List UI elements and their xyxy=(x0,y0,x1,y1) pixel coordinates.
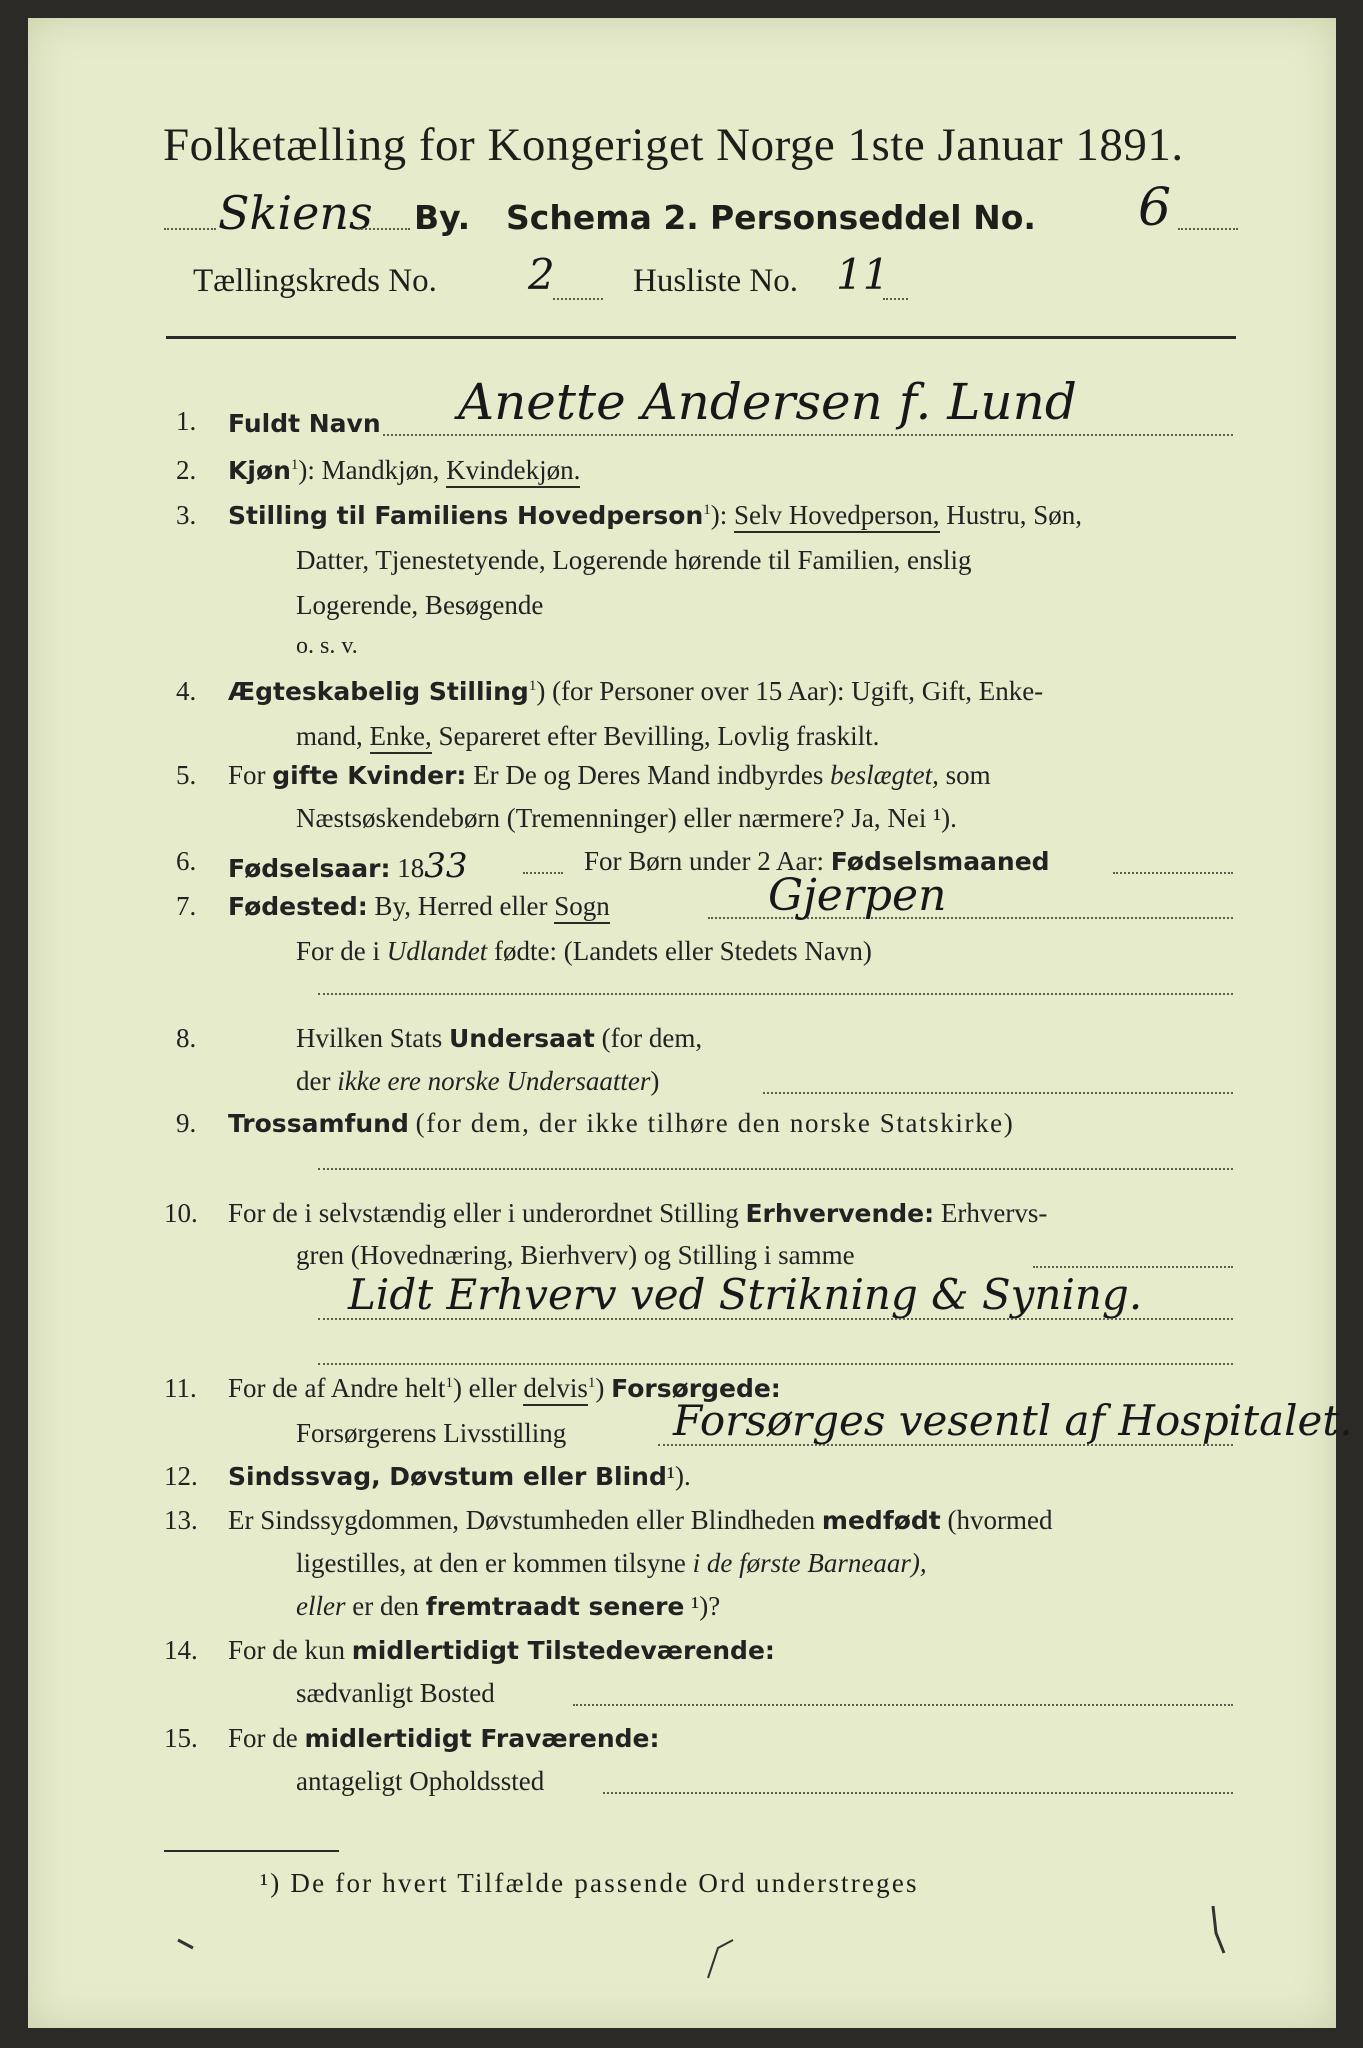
q1-answer: Anette Andersen f. Lund xyxy=(458,373,1077,431)
personseddel-number: 6 xyxy=(1138,178,1172,238)
q2-option-kvindekjon: Kvindekjøn. xyxy=(446,455,580,488)
q14-pre: For de kun xyxy=(228,1635,345,1665)
q7-option-sogn: Sogn xyxy=(554,891,610,924)
q7-number: 7. xyxy=(176,891,197,921)
q5-text: Er De og Deres Mand indbyrdes xyxy=(473,760,824,790)
q12-text: ¹). xyxy=(666,1461,691,1491)
q14-number: 14. xyxy=(164,1635,198,1665)
q4-option-enke: Enke, xyxy=(370,721,432,754)
q11-answer: Forsørges vesentl af Hospitalet. xyxy=(673,1396,1353,1445)
q11-label: Forsørgede: xyxy=(611,1374,781,1403)
q3-footnote-mark: 1 xyxy=(703,502,711,518)
q13-line-2-italic: i de første Barneaar), xyxy=(692,1548,927,1578)
q15-label: midlertidigt Fraværende: xyxy=(304,1724,660,1753)
q7-line-2-italic: Udlandet xyxy=(386,936,488,966)
q2-text: ): Mandkjøn, xyxy=(298,455,440,485)
q4-line-2b: Separeret efter Bevilling, Lovlig fraskilt. xyxy=(438,721,880,751)
q15-line-2: antageligt Opholdssted xyxy=(296,1766,545,1796)
stray-pencil-marks xyxy=(28,18,1336,2028)
q2-footnote-mark: 1 xyxy=(290,457,299,473)
q5-text-2: som xyxy=(945,760,991,790)
q3-text-2: Hustru, Søn, xyxy=(946,500,1083,530)
q7-line-2a: For de i xyxy=(296,936,380,966)
q11-footnote-mark: 1 xyxy=(445,1375,453,1391)
q6-label: Fødselsaar: xyxy=(228,854,391,883)
q11-mid: ) eller xyxy=(452,1373,517,1403)
census-form-sheet: Folketælling for Kongeriget Norge 1ste Januar 1891. Skiens By. Schema 2. Personseddel No. 6 Tællingskreds No. 2 Husliste No. 11 1. Fuldt Navn Anette Andersen f. Lund 2. Kjøn$^1$): Mandkjøn, Kvindekjøn. 3. Stilling til Familiens Hovedperson$^1$): Selv Hovedperson, Hustru, Søn, Datter, Tjenestetyende, Logerende hørende til Familien, enslig Logerende, Besøgende o. s. v. 4. Ægteskabelig Stilling$^1$) (for Personer over 15 Aar): Ugift, Gift, Enke- mand, Enke, Separeret efter Bevilling, Lovlig fraskilt. 5. For gifte Kvinder: Er De og Deres Mand indbyrdes beslægtet, som Næstsøskendebørn (Tremenninger) eller nærmere? Ja, Nei ¹). 6. Fødselsaar: 1833 For Børn under 2 Aar: Fødselsmaaned 7. Fødested: By, Herred eller Sogn Gjerpen For de i Udlandet fødte: (Landets eller Stedets Navn) 8. Hvilken Stats Undersaat (for dem, der ikke ere norske Undersaatter) 9. Trossamfund (for dem, der ikke tilhøre den norske Statskirke) 10. For de i selvstændig eller i underordnet Stilling Erhvervende: Erhvervs- gren (Hovednæring, Bierhverv) og Stilling i samme Lidt Erhverv ved Strikning & Syning. 11. For de af Andre helt$^1$) eller delvis$^1$) Forsørgede: Forsørgerens Livsstilling Forsørges vesentl af Hospitalet. 12. Sindssvag, Døvstum eller Blind¹). 13. Er Sindssygdommen, Døvstumheden eller Blindheden medfødt (hvormed ligestilles, at den er kommen tilsyne i de første Barneaar), eller er den fremtraadt senere ¹)? 14. For de kun midlertidigt Tilstedeværende: sædvanligt Bosted 15. For de midlertidigt Fraværende: antageligt Opholdssted ¹) De for hvert Tilfælde passende Ord understreges xyxy=(28,18,1336,2028)
q13-line-3a: er den xyxy=(352,1591,419,1621)
q8-pre: Hvilken Stats xyxy=(296,1023,443,1053)
q7-text: By, Herred eller xyxy=(374,891,548,921)
q7-answer: Gjerpen xyxy=(768,870,947,921)
q13-label-3: fremtraadt senere xyxy=(425,1592,685,1621)
q6-number: 6. xyxy=(176,846,197,876)
q11-pre: For de af Andre helt xyxy=(228,1373,446,1403)
q10-line-2: gren (Hovednæring, Bierhverv) og Stilling i samme xyxy=(296,1240,855,1270)
q8-line-2a: der xyxy=(296,1066,331,1096)
q11-line-2: Forsørgerens Livsstilling xyxy=(296,1418,567,1448)
q5-number: 5. xyxy=(176,760,197,790)
q15-pre: For de xyxy=(228,1723,298,1753)
q5-label: gifte Kvinder: xyxy=(272,761,467,790)
q10-number: 10. xyxy=(164,1198,198,1228)
q13-line-2a: ligestilles, at den er kommen tilsyne xyxy=(296,1548,686,1578)
q9-text: (for dem, der ikke tilhøre den norske Statskirke) xyxy=(415,1108,1015,1138)
q13-label: medfødt xyxy=(821,1506,941,1535)
q13-pre: Er Sindssygdommen, Døvstumheden eller Blindheden xyxy=(228,1505,816,1535)
by-label: By. xyxy=(414,198,471,237)
q10-text: Erhvervs- xyxy=(940,1198,1048,1228)
q6-label-2: Fødselsmaaned xyxy=(830,847,1050,876)
personseddel-label: Personseddel No. xyxy=(710,198,1036,237)
q5-italic: beslægtet, xyxy=(830,760,939,790)
q6-text: For Børn under 2 Aar: xyxy=(584,846,824,876)
footnote: ¹) De for hvert Tilfælde passende Ord understreges xyxy=(260,1868,919,1898)
q8-line-2b: ) xyxy=(650,1066,660,1096)
city-handwritten: Skiens xyxy=(218,186,373,240)
q14-line-2: sædvanligt Bosted xyxy=(296,1678,495,1708)
q7-line-2b: fødte: (Landets eller Stedets Navn) xyxy=(494,936,872,966)
q13-line-3-italic: eller xyxy=(296,1591,346,1621)
q9-label: Trossamfund xyxy=(228,1109,409,1138)
q8-line-2-italic: ikke ere norske Undersaatter xyxy=(337,1066,651,1096)
q4-label: Ægteskabelig Stilling xyxy=(228,677,529,706)
q6-year-prefix: 18 xyxy=(397,853,425,883)
q10-pre: For de i selvstændig eller i underordnet Stilling xyxy=(228,1198,739,1228)
q7-label: Fødested: xyxy=(228,892,368,921)
q4-text: ) (for Personer over 15 Aar): Ugift, Gift, Enke- xyxy=(536,676,1044,706)
q3-option-selv-hovedperson: Selv Hovedperson, xyxy=(734,500,939,533)
kreds-number: 2 xyxy=(528,250,555,299)
q8-number: 8. xyxy=(176,1023,197,1053)
q11-option-delvis: delvis xyxy=(523,1373,588,1406)
q4-footnote-mark: 1 xyxy=(528,678,537,694)
q8-label: Undersaat xyxy=(449,1024,595,1053)
q13-number: 13. xyxy=(164,1505,198,1535)
q12-number: 12. xyxy=(164,1461,198,1491)
q3-number: 3. xyxy=(176,500,197,530)
q15-number: 15. xyxy=(164,1723,198,1753)
husliste-label: Husliste No. xyxy=(633,263,798,299)
q1-number: 1. xyxy=(176,406,197,436)
q4-number: 4. xyxy=(176,676,197,706)
q5-pre: For xyxy=(228,760,266,790)
q8-text: (for dem, xyxy=(601,1023,703,1053)
q4-line-2a: mand, xyxy=(296,721,363,751)
q10-answer: Lidt Erhverv ved Strikning & Syning. xyxy=(348,1270,1143,1319)
q10-label: Erhvervende: xyxy=(745,1199,935,1228)
schema-label: Schema 2. xyxy=(506,198,699,237)
q3-line-4: o. s. v. xyxy=(296,633,358,659)
form-title: Folketælling for Kongeriget Norge 1ste Januar 1891. xyxy=(163,119,1184,171)
q13-line-3b: ¹)? xyxy=(691,1591,721,1621)
kreds-label: Tællingskreds No. xyxy=(193,263,437,299)
q11-number: 11. xyxy=(164,1373,197,1403)
q3-line-3: Logerende, Besøgende xyxy=(296,590,544,620)
q5-line-2: Næstsøskendebørn (Tremenninger) eller nærmere? Ja, Nei ¹). xyxy=(296,803,957,833)
q12-label: Sindssvag, Døvstum eller Blind xyxy=(228,1462,667,1491)
q3-label: Stilling til Familiens Hovedperson xyxy=(228,501,704,530)
q1-label: Fuldt Navn xyxy=(228,409,381,438)
husliste-number: 11 xyxy=(836,250,890,299)
q6-year-handwritten: 33 xyxy=(424,846,468,886)
q14-label: midlertidigt Tilstedeværende: xyxy=(351,1636,775,1665)
q3-line-2: Datter, Tjenestetyende, Logerende hørende til Familien, enslig xyxy=(296,545,972,575)
q13-text: (hvormed xyxy=(947,1505,1053,1535)
q2-label: Kjøn xyxy=(228,456,291,485)
q11-footnote-mark-2: 1 xyxy=(587,1375,596,1391)
q9-number: 9. xyxy=(176,1108,197,1138)
q3-text: ): xyxy=(710,500,728,530)
q2-number: 2. xyxy=(176,455,197,485)
